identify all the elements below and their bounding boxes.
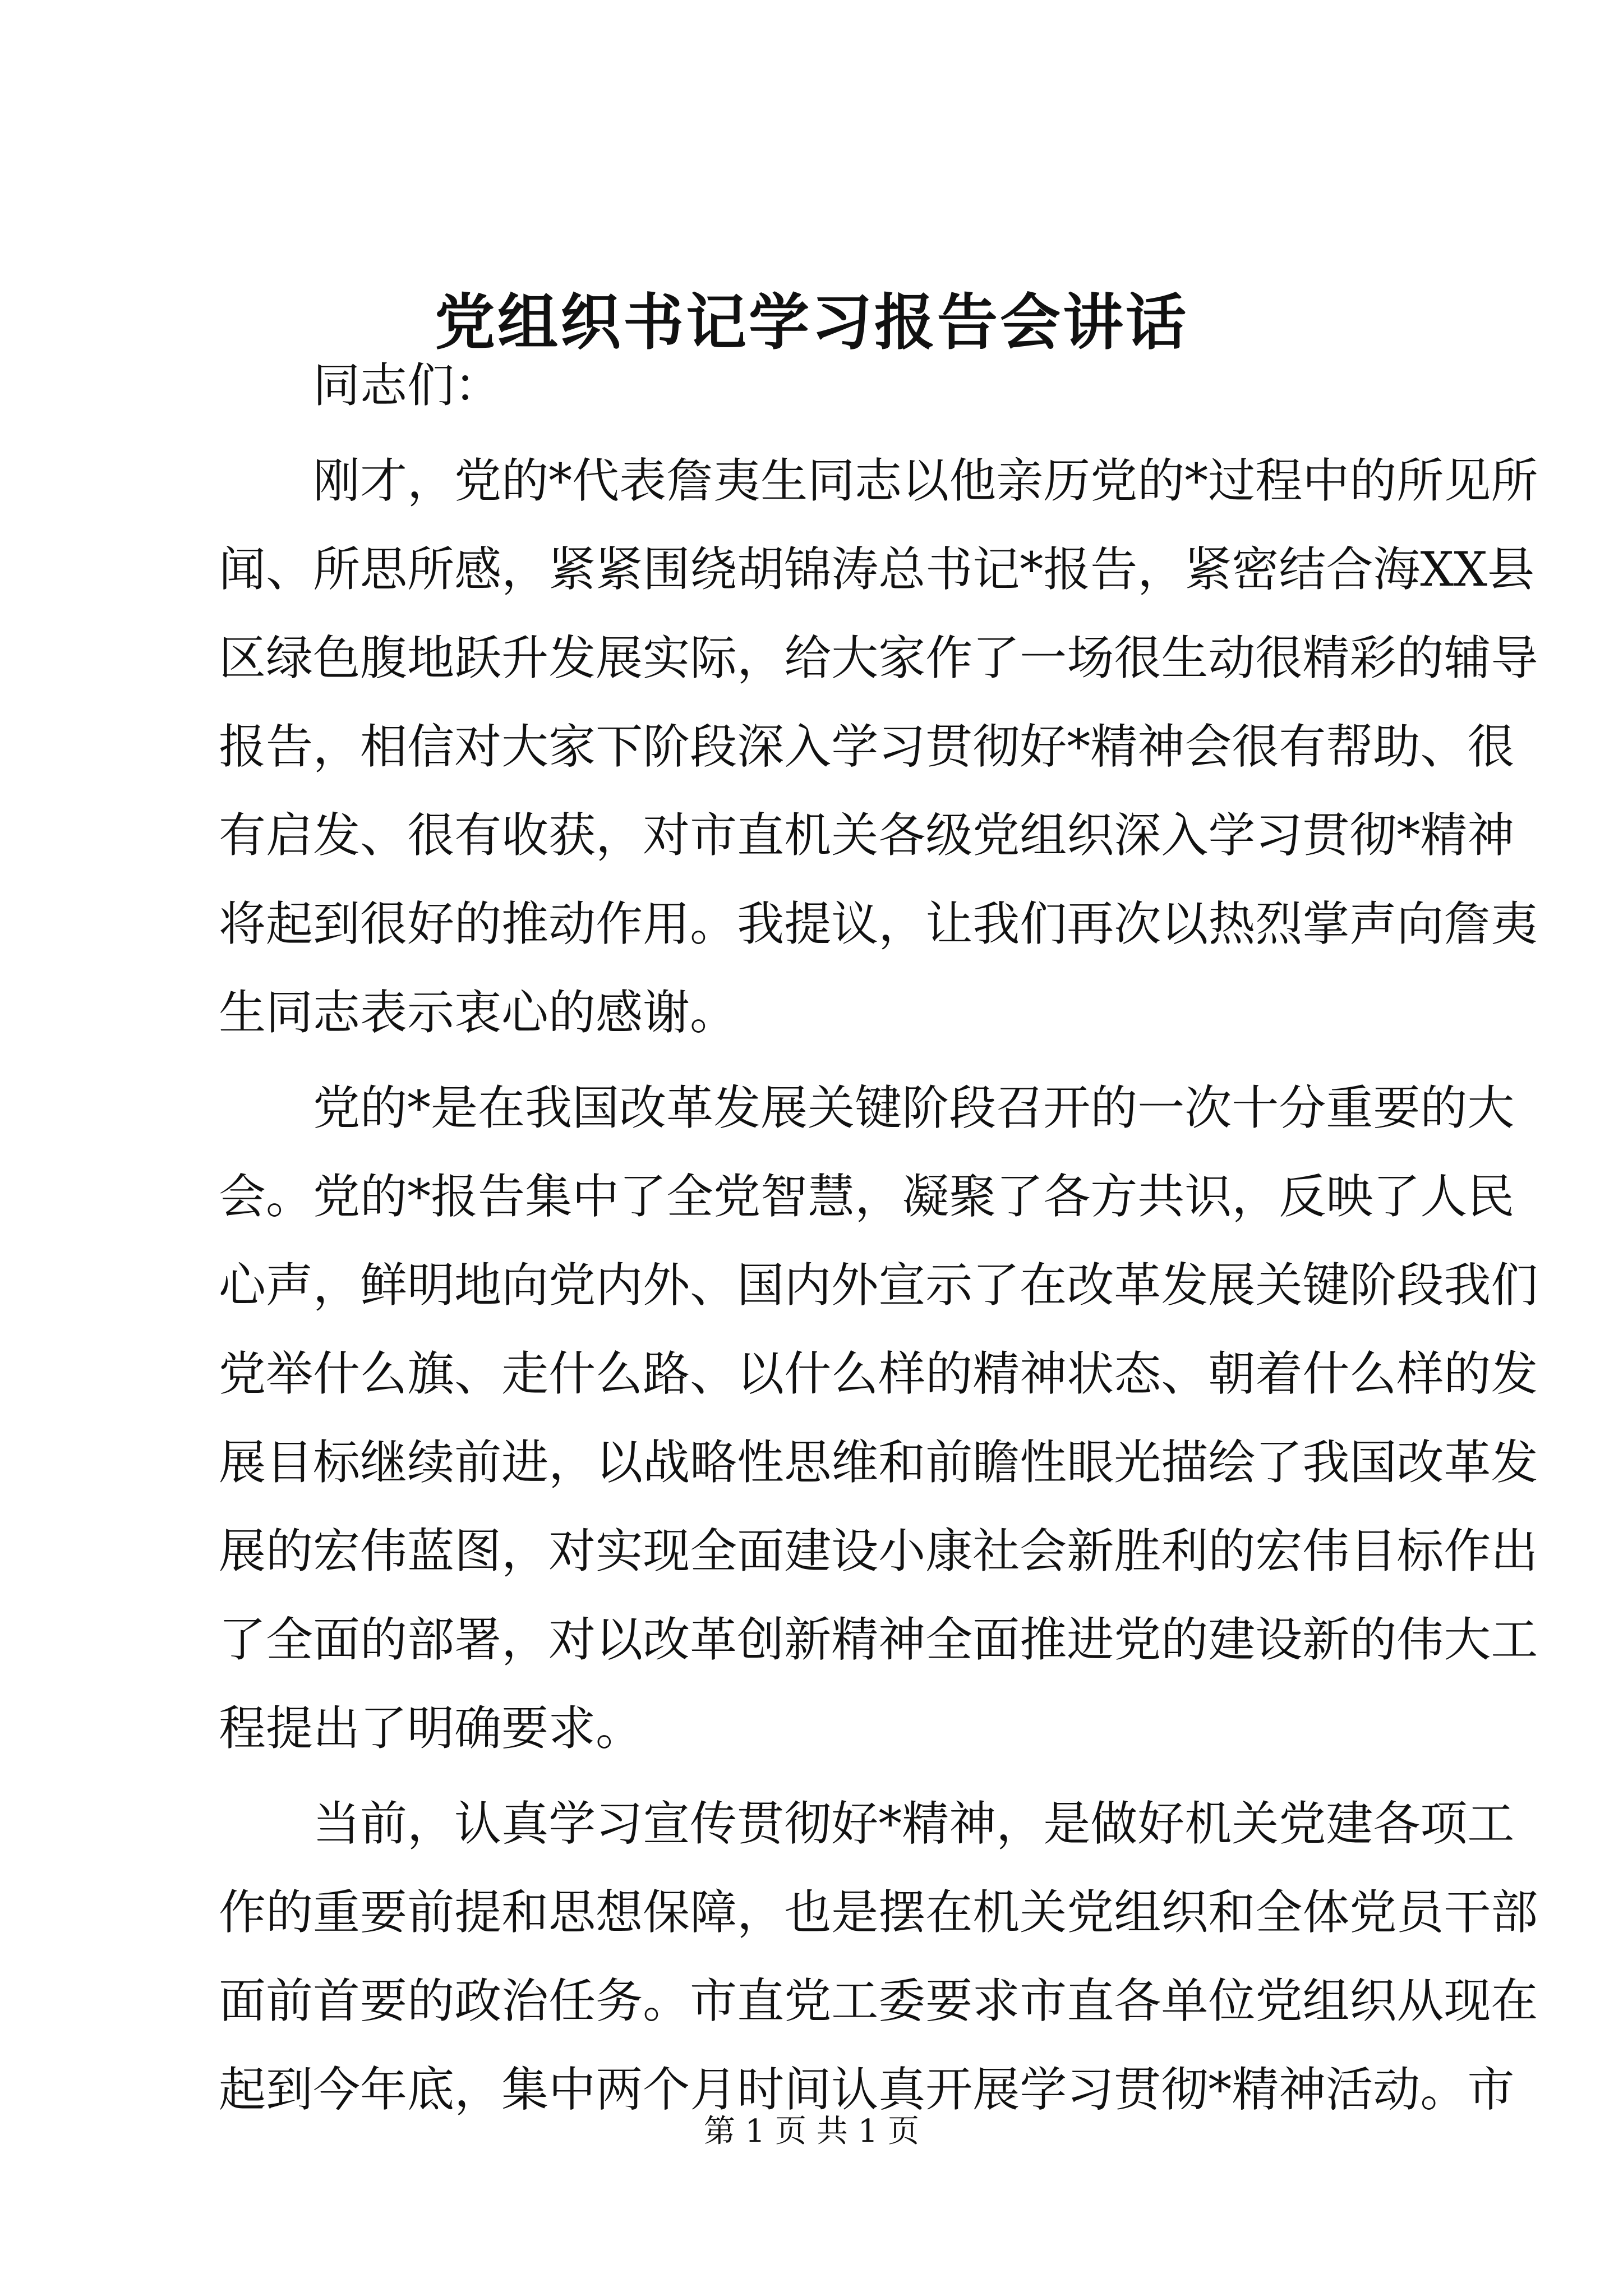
paragraph-line: 刚 才 ， 党 的 * 代 表 詹 夷 生 同 志 以 他 亲 历 党 的 * 过 程 中 的 所 见 所	[313, 453, 1538, 508]
paragraph-3	[219, 1779, 1538, 2134]
paragraph-line: 程提出了明确要求。	[219, 1701, 643, 1756]
salutation: 同志们：	[313, 358, 502, 413]
paragraph-line: 闻 、 所 思 所 感 ， 紧 紧 围 绕 胡 锦 涛 总 书 记 * 报 告 ， 紧 密 结 合 海 X X 县	[219, 542, 1535, 597]
paragraph-line: 起 到 今 年 底 ， 集 中 两 个 月 时 间 认 真 开 展 学 习 贯 彻 * 精 神 活 动 。 市	[219, 2062, 1515, 2117]
paragraph-line: 展 目 标 继 续 前 进 ， 以 战 略 性 思 维 和 前 瞻 性 眼 光 描 绘 了 我 国 改 革 发	[219, 1435, 1538, 1490]
paragraph-2	[219, 1064, 1538, 1773]
paragraph-line: 党 举 什 么 旗 、 走 什 么 路 、 以 什 么 样 的 精 神 状 态 、 朝 着 什 么 样 的 发	[219, 1346, 1538, 1401]
paragraph-1	[219, 436, 1538, 1057]
paragraph-line: 面 前 首 要 的 政 治 任 务 。 市 直 党 工 委 要 求 市 直 各 单 位 党 组 织 从 现 在	[219, 1973, 1538, 2028]
paragraph-line: 有 启 发 、 很 有 收 获 ， 对 市 直 机 关 各 级 党 组 织 深 入 学 习 贯 彻 * 精 神	[219, 808, 1515, 863]
paragraph-line: 生同志表示衷心的感谢。	[219, 985, 737, 1040]
paragraph-line: 将 起 到 很 好 的 推 动 作 用 。 我 提 议 ， 让 我 们 再 次 以 热 烈 掌 声 向 詹 夷	[219, 896, 1538, 951]
document-title: 党组织书记学习报告会讲话	[434, 287, 1188, 358]
document-body	[219, 341, 1538, 2134]
paragraph-line: 当 前 ， 认 真 学 习 宣 传 贯 彻 好 * 精 神 ， 是 做 好 机 关 党 建 各 项 工	[313, 1796, 1515, 1851]
paragraph-line: 作 的 重 要 前 提 和 思 想 保 障 ， 也 是 摆 在 机 关 党 组 织 和 全 体 党 员 干 部	[219, 1885, 1538, 1940]
paragraph-line: 党 的 * 是 在 我 国 改 革 发 展 关 键 阶 段 召 开 的 一 次 十 分 重 要 的 大	[313, 1080, 1515, 1135]
paragraph-line: 区 绿 色 腹 地 跃 升 发 展 实 际 ， 给 大 家 作 了 一 场 很 生 动 很 精 彩 的 辅 导	[219, 631, 1538, 685]
paragraph-line: 心 声 ， 鲜 明 地 向 党 内 外 、 国 内 外 宣 示 了 在 改 革 发 展 关 键 阶 段 我 们	[219, 1258, 1538, 1313]
paragraph-line: 了 全 面 的 部 署 ， 对 以 改 革 创 新 精 神 全 面 推 进 党 的 建 设 新 的 伟 大 工	[219, 1612, 1538, 1667]
paragraph-line: 展 的 宏 伟 蓝 图 ， 对 实 现 全 面 建 设 小 康 社 会 新 胜 利 的 宏 伟 目 标 作 出	[219, 1524, 1538, 1579]
paragraph-line: 会 。 党 的 * 报 告 集 中 了 全 党 智 慧 ， 凝 聚 了 各 方 共 识 ， 反 映 了 人 民	[219, 1169, 1515, 1224]
page-footer: 第 1 页 共 1 页	[703, 2113, 920, 2150]
paragraph-line: 报 告 ， 相 信 对 大 家 下 阶 段 深 入 学 习 贯 彻 好 * 精 神 会 很 有 帮 助 、 很	[219, 719, 1515, 774]
